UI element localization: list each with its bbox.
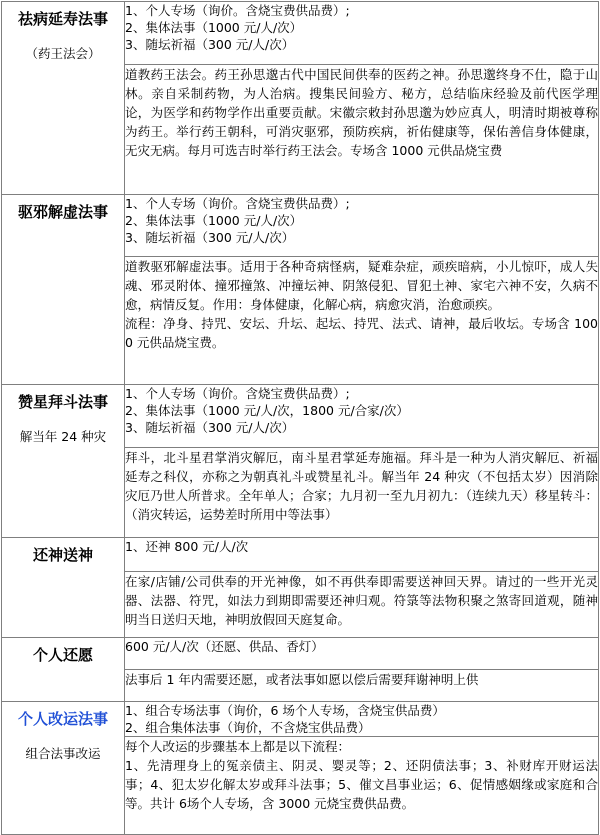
service-options xyxy=(125,538,599,572)
services-body xyxy=(2,2,599,835)
service-header-star-worship xyxy=(2,385,125,538)
service-header-longevity xyxy=(2,2,125,195)
service-row-personal-vow xyxy=(2,638,599,670)
service-description xyxy=(125,65,599,195)
service-header-send-gods xyxy=(2,538,125,638)
service-option: 3、随坛祈福（300 元/人/次） xyxy=(125,37,295,52)
service-options xyxy=(125,702,599,737)
service-option: 2、集体法事（1000 元/人/次） xyxy=(125,20,303,35)
service-subtitle: 组合法事改运 xyxy=(25,746,101,761)
service-description xyxy=(125,737,599,835)
service-header-fortune-change xyxy=(2,702,125,835)
service-subtitle: 解当年 24 种灾 xyxy=(19,429,107,444)
service-option: 2、集体法事（1000 元/人/次，1800 元/合家/次） xyxy=(125,403,409,418)
description-paragraph: 道教驱邪解虚法事。适用于各种奇病怪病，疑难杂症，顽疾暗病，小儿惊吓，成人失魂、邪灵附体、撞邪撞煞、冲撞坛神、阴煞侵犯、冒犯土神、家宅六神不安，久病不愈，病情反复。作用：身体健康，化解心病，病愈灾消，治愈顽疾。 xyxy=(125,259,598,312)
service-description xyxy=(125,257,599,385)
description-paragraph: 在家/店铺/公司供奉的开光神像，如不再供奉即需要送神回天界。请过的一些开光灵器、法器、符咒，如法力到期即需要还神归观。符箓等法物积聚之煞寄回道观，随神明当日送归天地，神明放假回天庭复命。 xyxy=(125,574,598,627)
service-option: 1、还神 800 元/人/次 xyxy=(125,539,249,554)
service-row-send-gods xyxy=(2,538,599,572)
service-option: 2、组合集体法事（询价，不含烧宝供品费） xyxy=(125,720,371,735)
service-header-exorcism xyxy=(2,195,125,385)
service-options xyxy=(125,195,599,257)
service-option: 1、组合专场法事（询价，6 场个人专场，含烧宝供品费） xyxy=(125,703,445,718)
service-option: 1、个人专场（询价。含烧宝费供品费）; xyxy=(125,196,350,211)
service-row-longevity xyxy=(2,2,599,65)
description-paragraph: 每个人改运的步骤基本上都是以下流程： xyxy=(125,739,351,754)
service-option: 3、随坛祈福（300 元/人/次） xyxy=(125,420,295,435)
service-option: 1、个人专场（询价。含烧宝费供品费）; xyxy=(125,3,350,18)
service-title: 还神送神 xyxy=(32,546,93,564)
service-description xyxy=(125,572,599,638)
service-subtitle: （药王法会） xyxy=(25,46,101,61)
service-row-star-worship xyxy=(2,385,599,448)
description-paragraph: 1、先清理身上的冤亲债主、阴灵、婴灵等；2、还阴债法事；3、补财库开财运法事；4、犯太岁化解太岁或拜斗法事；5、催文昌事业运；6、促情感姻缘或家庭和合等。共计 6场个人专场，含 3000 元烧宝费供品费。 xyxy=(125,758,598,811)
description-paragraph: 拜斗，北斗星君掌消灾解厄，南斗星君掌延寿施福。拜斗是一种为人消灾解厄、祈福延寿之科仪，亦称之为朝真礼斗或赞星礼斗。解当年 24 种灾（不包括太岁）因消除灾厄乃世人所普求。全年单人；合家；九月初一至九月初九：（连续九天）移星转斗：（消灾转运，运势差时所用中等法事） xyxy=(125,450,598,522)
service-row-fortune-change xyxy=(2,702,599,737)
description-paragraph: 流程：净身、持咒、安坛、升坛、起坛、持咒、法式、请神，最后收坛。专场含 1000 元供品烧宝费。 xyxy=(125,316,598,350)
description-paragraph: 道教药王法会。药王孙思邈古代中国民间供奉的医药之神。孙思邈终身不仕，隐于山林。亲自采制药物，为人治病。搜集民间验方、秘方，总结临床经验及前代医学理论，为医学和药物学作出重要贡献。宋徽宗敕封孙思邈为妙应真人，明清时期被尊称为药王。举行药王朝科，可消灾驱邪，预防疾病，祈佑健康等，保佑善信身体健康，无灾无病。每月可选吉时举行药王法会。专场含 1000 元供品烧宝费 xyxy=(125,67,598,158)
service-options xyxy=(125,2,599,65)
service-option: 3、随坛祈福（300 元/人/次） xyxy=(125,230,295,245)
service-title: 驱邪解虚法事 xyxy=(17,203,108,221)
service-title: 个人改运法事 xyxy=(17,710,108,728)
service-title: 祛病延寿法事 xyxy=(17,10,108,28)
service-option: 600 元/人/次（还愿、供品、香灯） xyxy=(125,639,324,654)
service-options xyxy=(125,638,599,670)
service-option: 2、集体法事（1000 元/人/次） xyxy=(125,213,303,228)
service-option: 1、个人专场（询价。含烧宝费供品费）; xyxy=(125,386,350,401)
service-title: 赞星拜斗法事 xyxy=(17,393,108,411)
description-paragraph: 法事后 1 年内需要还愿，或者法事如愿以偿后需要拜谢神明上供 xyxy=(125,672,479,687)
service-description xyxy=(125,448,599,538)
service-row-exorcism xyxy=(2,195,599,257)
service-options xyxy=(125,385,599,448)
services-table xyxy=(1,1,599,835)
service-header-personal-vow xyxy=(2,638,125,702)
service-description xyxy=(125,670,599,702)
service-title: 个人还愿 xyxy=(32,646,93,664)
